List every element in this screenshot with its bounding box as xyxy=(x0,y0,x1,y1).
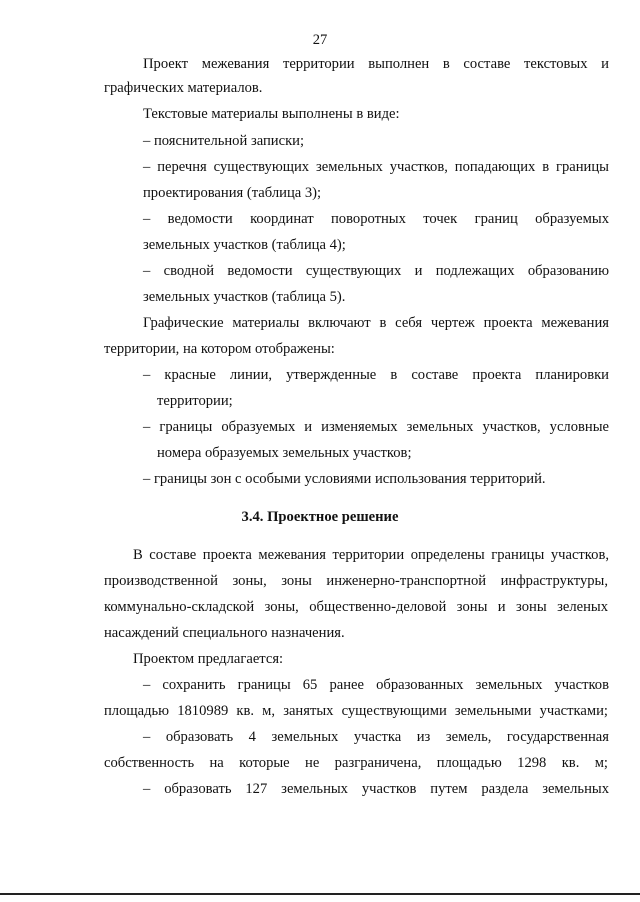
text-line: территории, на котором отображены: xyxy=(104,341,335,357)
text-line: производственной зоны, зоны инженерно-транспортной инфраструктуры, xyxy=(104,573,608,589)
list-item: – ведомости координат поворотных точек границ образуемых xyxy=(143,211,609,227)
text-line: насаждений специального назначения. xyxy=(104,625,345,641)
text-line: В составе проекта межевания территории определены границы участков, xyxy=(133,547,609,563)
list-item: – границы образуемых и изменяемых земельных участков, условные xyxy=(143,419,609,435)
text-line: Проект межевания территории выполнен в составе текстовых и xyxy=(143,56,609,72)
list-item: – границы зон с особыми условиями использования территорий. xyxy=(143,471,546,487)
list-item: – сохранить границы 65 ранее образованных земельных участков xyxy=(143,677,609,693)
text-line: Графические материалы включают в себя чертеж проекта межевания xyxy=(143,315,609,331)
list-item: – красные линии, утвержденные в составе проекта планировки xyxy=(143,367,609,383)
list-item: – пояснительной записки; xyxy=(143,133,305,149)
text-line: собственность на которые не разграничена, площадью 1298 кв. м; xyxy=(104,755,608,771)
text-line: Проектом предлагается: xyxy=(133,651,284,667)
text-line: площадью 1810989 кв. м, занятых существующими земельными участками; xyxy=(104,703,608,719)
text-line: Текстовые материалы выполнены в виде: xyxy=(143,106,400,122)
bottom-rule xyxy=(0,893,640,895)
list-item: – перечня существующих земельных участков, попадающих в границы xyxy=(143,159,609,175)
list-item: – образовать 127 земельных участков путем раздела земельных xyxy=(143,781,609,797)
text-line: графических материалов. xyxy=(104,80,263,96)
list-item: – сводной ведомости существующих и подлежащих образованию xyxy=(143,263,609,279)
text-line: территории; xyxy=(157,393,233,409)
text-line: земельных участков (таблица 5). xyxy=(143,289,346,305)
text-line: номера образуемых земельных участков; xyxy=(157,445,412,461)
list-item: – образовать 4 земельных участка из земель, государственная xyxy=(143,729,609,745)
page-number: 27 xyxy=(312,32,328,48)
text-line: земельных участков (таблица 4); xyxy=(143,237,346,253)
text-line: коммунально-складской зоны, общественно-деловой зоны и зоны зеленых xyxy=(104,599,608,615)
section-heading: 3.4. Проектное решение xyxy=(241,509,399,525)
text-line: проектирования (таблица 3); xyxy=(143,185,322,201)
